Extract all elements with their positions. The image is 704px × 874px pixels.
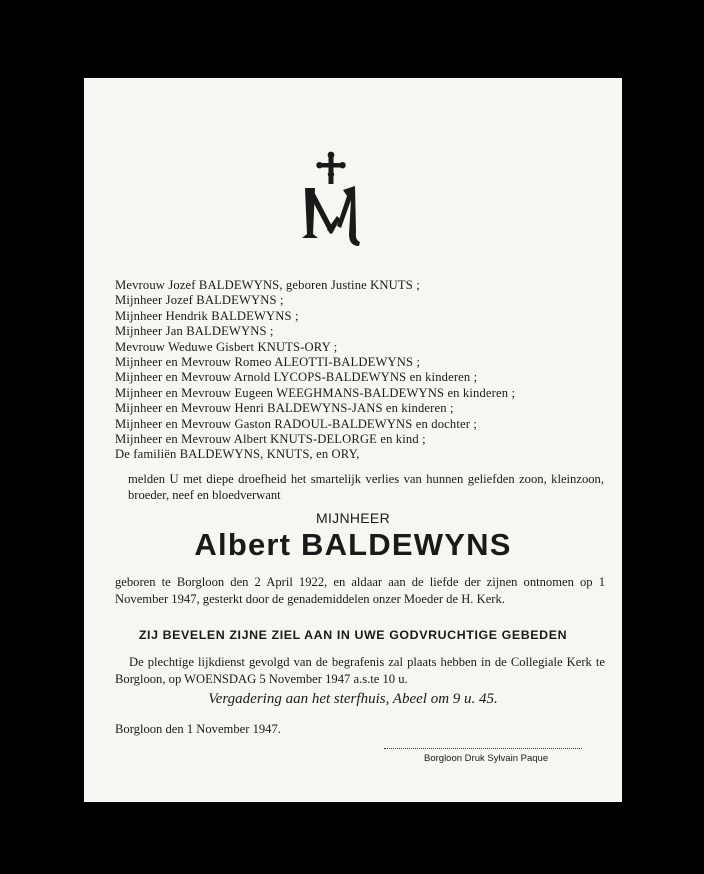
family-line: Mevrouw Weduwe Gisbert KNUTS-ORY ; <box>115 339 338 354</box>
honorific: MIJNHEER <box>316 510 390 526</box>
family-line: Mijnheer Hendrik BALDEWYNS ; <box>115 308 299 323</box>
family-line: De familiën BALDEWYNS, KNUTS, en ORY, <box>115 447 360 462</box>
family-list <box>115 278 605 463</box>
marian-monogram-cross-icon <box>299 150 363 250</box>
announcement-text: melden U met diepe droefheid het smartelijk verlies van hunnen geliefden zoon, kleinzoon, broeder, neef en bloedverwant <box>128 472 604 502</box>
dotted-divider <box>384 748 582 749</box>
family-line: Mijnheer Jozef BALDEWYNS ; <box>115 293 284 308</box>
family-line: Mijnheer en Mevrouw Romeo ALEOTTI-BALDEWYNS ; <box>115 355 421 370</box>
gathering-notice: Vergadering aan het sterfhuis, Abeel om 9 u. 45. <box>208 691 498 707</box>
memorial-card <box>84 78 622 802</box>
family-line: Mijnheer Jan BALDEWYNS ; <box>115 324 274 339</box>
family-line: Mijnheer en Mevrouw Eugeen WEEGHMANS-BALDEWYNS en kinderen ; <box>115 385 516 400</box>
funeral-service-text: De plechtige lijkdienst gevolgd van de begrafenis zal plaats hebben in de Collegiale Kerk te Borgloon, op WOENSDAG 5 November 1947 a.s.te 10 u. <box>115 655 605 686</box>
family-line: Mevrouw Jozef BALDEWYNS, geboren Justine KNUTS ; <box>115 278 420 292</box>
birth-death-text: geboren te Borgloon den 2 April 1922, en aldaar aan de liefde der zijnen ontnomen op 1 November 1947, gesterkt door de genademiddelen onzer Moeder de H. Kerk. <box>115 575 605 606</box>
family-line: Mijnheer en Mevrouw Arnold LYCOPS-BALDEWYNS en kinderen ; <box>115 370 478 385</box>
deceased-name: Albert BALDEWYNS <box>194 527 512 562</box>
printer-credit: Borgloon Druk Sylvain Paque <box>424 753 549 764</box>
place-date: Borgloon den 1 November 1947. <box>115 722 281 736</box>
prayer-request: ZIJ BEVELEN ZIJNE ZIEL AAN IN UWE GODVRUCHTIGE GEBEDEN <box>138 628 568 642</box>
family-line: Mijnheer en Mevrouw Henri BALDEWYNS-JANS en kinderen ; <box>115 401 454 416</box>
family-line: Mijnheer en Mevrouw Albert KNUTS-DELORGE en kind ; <box>115 432 426 447</box>
family-line: Mijnheer en Mevrouw Gaston RADOUL-BALDEWYNS en dochter ; <box>115 416 478 431</box>
